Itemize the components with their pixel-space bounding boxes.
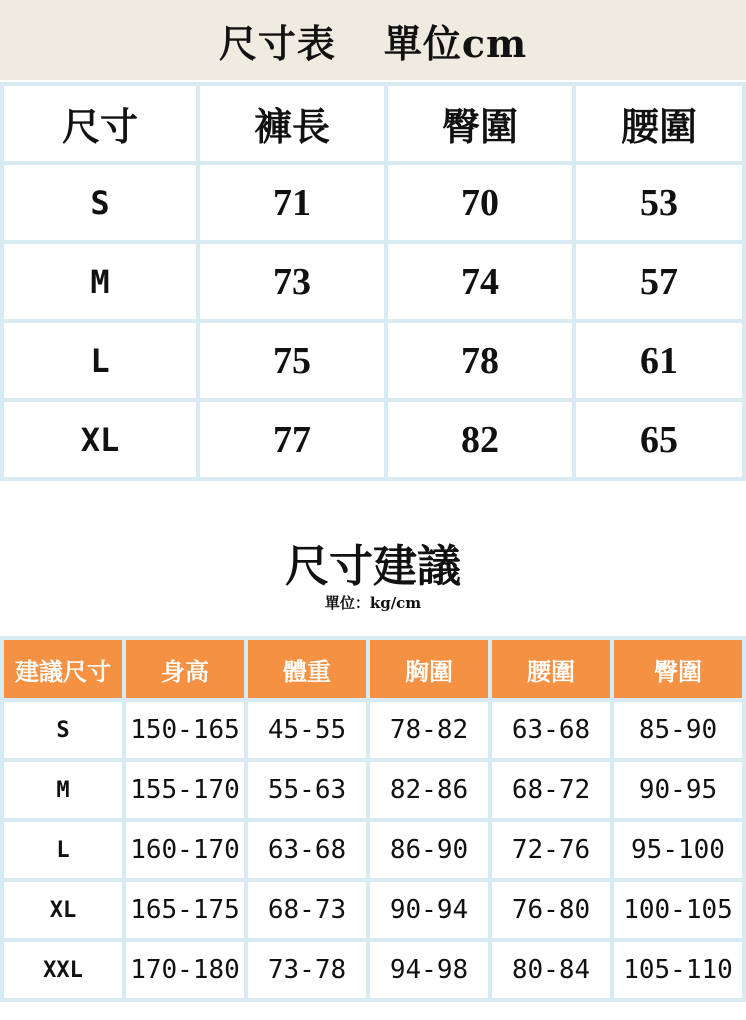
column-header: 臀圍: [612, 638, 744, 700]
table-cell: 63-68: [490, 700, 612, 760]
table-cell: 77: [198, 400, 386, 479]
table-cell: 55-63: [246, 760, 368, 820]
table-cell: 78-82: [368, 700, 490, 760]
table-cell: XL: [2, 400, 198, 479]
table-cell: 73-78: [246, 940, 368, 1000]
table-cell: M: [2, 760, 124, 820]
table-row: [2, 820, 744, 880]
table-cell: 73: [198, 242, 386, 321]
table-cell: 68-72: [490, 760, 612, 820]
column-header: 建議尺寸: [2, 638, 124, 700]
table-row: [2, 760, 744, 820]
table-cell: 170-180: [124, 940, 246, 1000]
table-cell: S: [2, 700, 124, 760]
table-cell: 95-100: [612, 820, 744, 880]
recommendation-table: [0, 636, 746, 1002]
size-table-header-row: [2, 84, 744, 163]
table-cell: 100-105: [612, 880, 744, 940]
table-cell: 75: [198, 321, 386, 400]
recommendation-header-row: [2, 638, 744, 700]
column-header: 體重: [246, 638, 368, 700]
column-header: 身高: [124, 638, 246, 700]
size-table: [0, 82, 746, 481]
table-cell: 71: [198, 163, 386, 242]
table-row: [2, 321, 744, 400]
table-cell: 72-76: [490, 820, 612, 880]
table-cell: 105-110: [612, 940, 744, 1000]
table-cell: 65: [574, 400, 744, 479]
size-chart-unit: 單位cm: [383, 20, 528, 66]
table-cell: 76-80: [490, 880, 612, 940]
table-cell: 57: [574, 242, 744, 321]
table-cell: 74: [386, 242, 574, 321]
table-cell: S: [2, 163, 198, 242]
table-row: [2, 163, 744, 242]
table-cell: 82-86: [368, 760, 490, 820]
table-cell: 90-94: [368, 880, 490, 940]
table-cell: 80-84: [490, 940, 612, 1000]
table-cell: L: [2, 820, 124, 880]
column-header: 腰圍: [490, 638, 612, 700]
table-cell: 53: [574, 163, 744, 242]
table-cell: 165-175: [124, 880, 246, 940]
table-cell: 61: [574, 321, 744, 400]
table-cell: 85-90: [612, 700, 744, 760]
column-header: 尺寸: [2, 84, 198, 163]
column-header: 胸圍: [368, 638, 490, 700]
table-row: [2, 242, 744, 321]
table-row: [2, 400, 744, 479]
table-cell: XL: [2, 880, 124, 940]
table-cell: 82: [386, 400, 574, 479]
table-cell: 94-98: [368, 940, 490, 1000]
table-cell: XXL: [2, 940, 124, 1000]
table-cell: 90-95: [612, 760, 744, 820]
column-header: 褲長: [198, 84, 386, 163]
recommendation-unit: 單位：kg/cm: [324, 594, 422, 612]
table-cell: 150-165: [124, 700, 246, 760]
table-cell: 86-90: [368, 820, 490, 880]
table-cell: 78: [386, 321, 574, 400]
table-cell: M: [2, 242, 198, 321]
column-header: 臀圍: [386, 84, 574, 163]
table-cell: 45-55: [246, 700, 368, 760]
table-cell: 70: [386, 163, 574, 242]
column-header: 腰圍: [574, 84, 744, 163]
table-row: [2, 940, 744, 1000]
table-cell: L: [2, 321, 198, 400]
size-chart-title: 尺寸表: [218, 20, 336, 66]
table-row: [2, 880, 744, 940]
table-cell: 68-73: [246, 880, 368, 940]
table-cell: 155-170: [124, 760, 246, 820]
table-cell: 160-170: [124, 820, 246, 880]
recommendation-title: 尺寸建議: [285, 541, 461, 592]
table-row: [2, 700, 744, 760]
table-cell: 63-68: [246, 820, 368, 880]
size-chart-title-bar: [0, 0, 746, 80]
